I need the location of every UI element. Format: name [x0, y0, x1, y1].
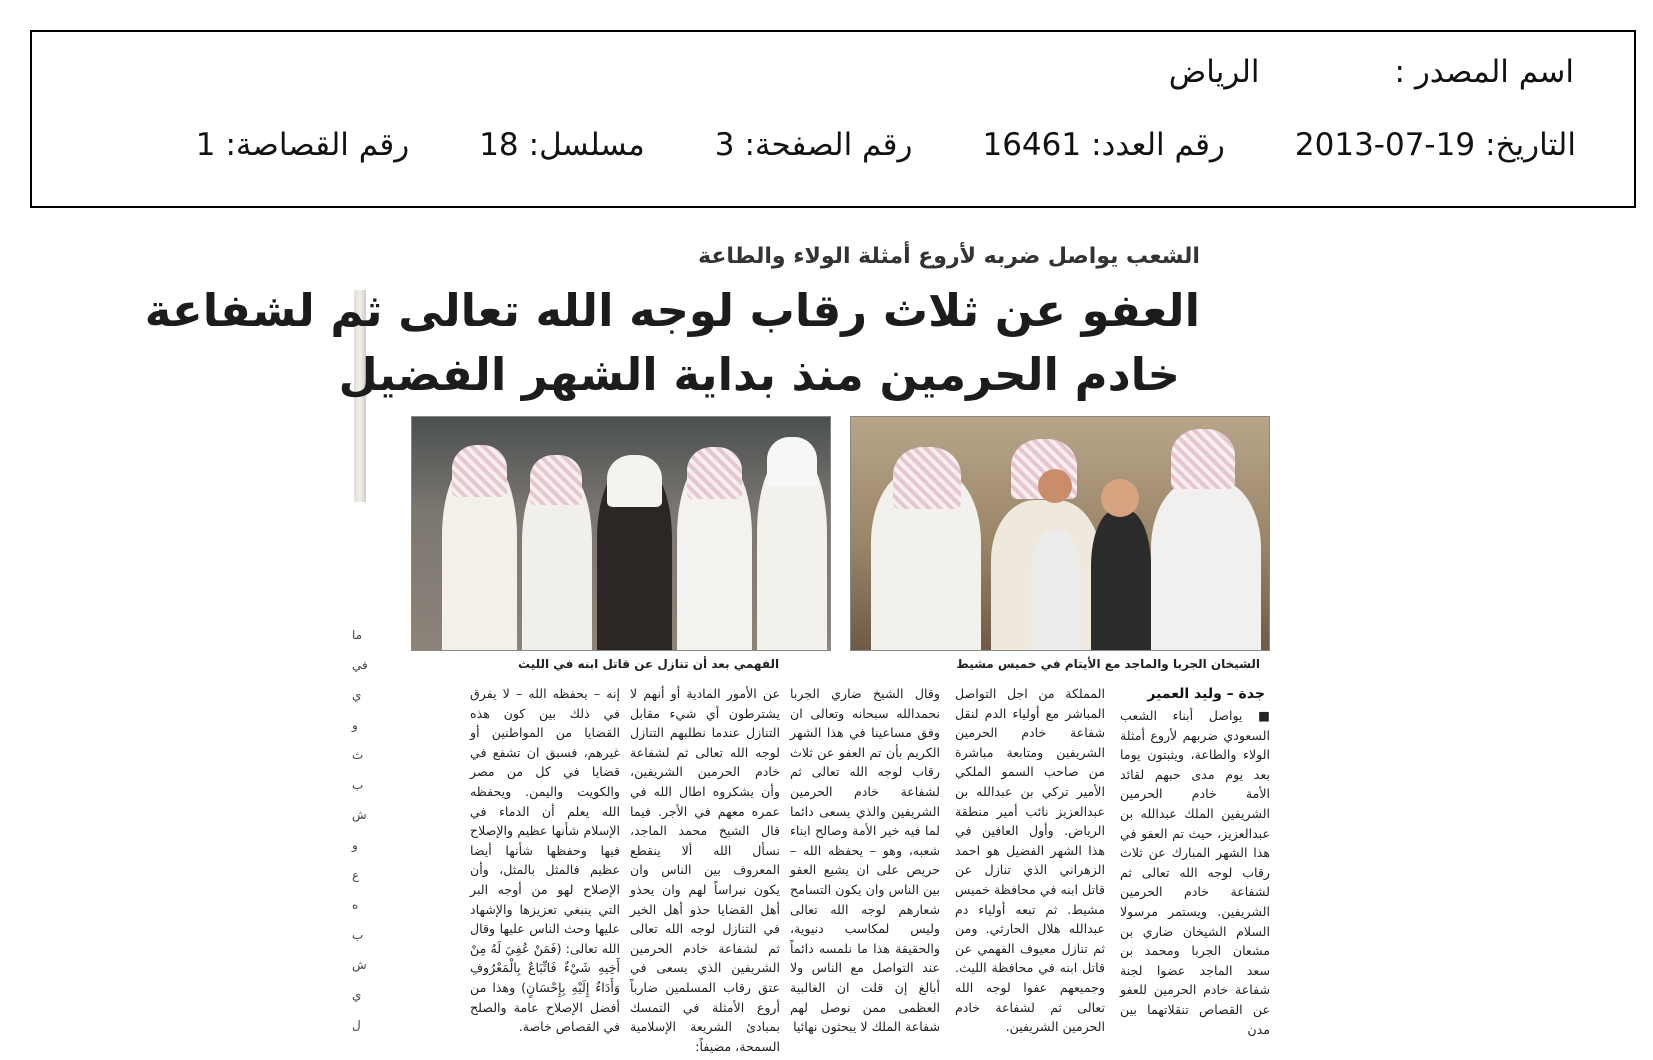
photo-figure-headdress: [893, 447, 961, 509]
headline-line-1: العفو عن ثلاث رقاب لوجه الله تعالى ثم لشفاعة: [144, 284, 1200, 337]
photo-pardon-meeting: [411, 416, 831, 651]
photo-figure-headdress: [1171, 429, 1235, 489]
photo-caption-right: الشيخان الجربا والماجد مع الأيتام في خميس مشيط: [956, 657, 1260, 671]
meta-row: [196, 127, 1576, 163]
source-value: الرياض: [1168, 54, 1260, 90]
article-kicker: الشعب يواصل ضربه لأروع أمثلة الولاء والطاعة: [698, 244, 1200, 269]
page-field: [715, 127, 913, 163]
source-row: [1169, 54, 1574, 90]
photo-figure-headdress: [687, 447, 742, 499]
article-column-2: المملكة من اجل التواصل المباشر مع أولياء الدم لنقل شفاعة خادم الحرمين الشريفين ومتابعة مباشرة من صاحب السمو الملكي الأمير تركي بن عبدالله بن عبدالعزيز نائب أمير منطقة الرياض. وأول العافين في هذا الشهر الفضيل هو احمد الزهراني الذي تنازل عن قاتل ابنه في محافظة خميس مشيط. ثم تبعه أولياء دم عبدالله هلال الحارثي. ومن ثم تنازل معيوف الفهمي عن قاتل ابنه في محافظة الليث. وجميعهم عفوا لوجه الله تعالى ثم لشفاعة خادم الحرمين الشريفين.: [955, 686, 1105, 1035]
issue-label: رقم العدد:: [1091, 127, 1225, 163]
photo-child-head: [1101, 479, 1139, 517]
page-label: رقم الصفحة:: [744, 127, 913, 163]
serial-value: 18: [479, 127, 519, 163]
article-column-1: ■ يواصل أبناء الشعب السعودي ضربهم لأروع أمثلة الولاء والطاعة، ويثبتون يوما بعد يوم مدى حبهم لقائد الأمة خادم الحرمين الشريفين الملك عبدالله بن عبدالعزيز، حيث تم العفو في هذا الشهر المبارك عن ثلاث رقاب لوجه الله تعالى ثم لشفاعة خادم الحرمين الشريفين. ويستمر مرسولا السلام الشيخان ضاري بن مشعان الجربا ومحمد بن سعد الماجد عضوا لجنة شفاعة خادم الحرمين للعفو عن القصاص تنقلاتهما بين مدن: [1120, 708, 1270, 1037]
photo-figure: [1151, 480, 1261, 650]
photo-child: [1031, 530, 1081, 650]
article-column-5: إنه – يحفظه الله – لا يفرق في ذلك بين كون هذه القضايا من المواطنين أو غيرهم، فسبق ان تشفع في قضايا في كل من مصر والكويت واليمن. ويحفظه الله يعلم أن الدماء في الإسلام شأنها عظيم والإصلاح فيها وحفظها شأنها أيضا عظيم فالمثل بالمثل، وأن الإصلاح لهو من أوجه البر التي ينبغي تعزيزها والإشهاد عليها وحث الناس عليها وقال الله تعالى: (فَمَنْ عُفِيَ لَهُ مِنْ أَخِيهِ شَيْءٌ فَاتِّبَاعٌ بِالْمَعْرُوفِ وَأَدَاءٌ إِلَيْهِ بِإِحْسَانٍ) وهذا من أفضل الإصلاح عامة والصلح في القصاص خاصة.: [470, 686, 620, 1035]
clip-value: 1: [195, 127, 216, 163]
photo-figure-headdress: [452, 445, 507, 497]
photo-figure-headdress: [530, 455, 582, 505]
serial-field: [479, 127, 645, 163]
date-label: التاريخ:: [1485, 127, 1576, 163]
issue-field: [982, 127, 1224, 163]
photo-child-head: [1038, 469, 1072, 503]
clip-field: [196, 127, 409, 163]
article-column-4: عن الأمور المادية أو أنهم لا يشترطون أي شيء مقابل التنازل عندما نطلبهم التنازل لوجه الله تعالى ثم لشفاعة خادم الحرمين الشريفين، وأن يشكروه اطال الله في عمره معهم في الأجر. فيما قال الشيخ محمد الماجد، نسأل الله ألا ينقطع المعروف بين الناس وان يكون نبراساً لهم وان يحذو أهل القضايا حذو أهل الخير في التنازل لوجه الله تعالى ثم لشفاعة خادم الحرمين الشريفين الذي يسعى في عتق رقاب المسلمين ضارباً أروع الأمثلة في التمسك بمبادئ الشريعة الإسلامية السمحة، مضيفاً:: [630, 686, 780, 1054]
adjacent-column-edge: ما في ي و ث ب ش و ع ه ب ش ي ل: [352, 628, 368, 1032]
clip-label: رقم القصاصة:: [225, 127, 410, 163]
photo-caption-left: الفهمي بعد أن تنازل عن قاتل ابنه في الليث: [518, 657, 780, 671]
photo-figure-headdress: [767, 437, 817, 487]
article-column-3: وقال الشيخ ضاري الجربا نحمدالله سبحانه وتعالى ان وفق مساعينا في هذا الشهر الكريم بأن تم العفو عن ثلاث رقاب لوجه الله تعالى ثم لشفاعة خادم الحرمين الشريفين والذي يسعى دائما لما فيه خير الأمة وصالح ابناء شعبه، وهو – يحفظه الله – حريص على ان يشيع العفو بين الناس وان يكون التسامح شعارهم لوجه الله تعالى وليس لمكاسب دنيوية، والحقيقة هذا ما نلمسه دائماً عند التواصل مع الناس ولا أبالغ إن قلت ان الغالبية العظمى ممن نوصل لهم شفاعة الملك لا يبحثون نهائيا: [790, 686, 940, 1035]
date-field: [1295, 127, 1576, 163]
issue-value: 16461: [982, 127, 1082, 163]
photo-child: [1091, 510, 1151, 650]
photo-figure-headdress: [607, 455, 662, 507]
serial-label: مسلسل:: [528, 127, 645, 163]
date-value: 2013-07-19: [1294, 127, 1476, 163]
article-byline: جدة – وليد العمير: [1147, 686, 1265, 702]
source-label: اسم المصدر :: [1394, 54, 1574, 90]
source-info-box: [30, 30, 1636, 208]
photo-orphans: [850, 416, 1270, 651]
page-value: 3: [714, 127, 735, 163]
headline-line-2: خادم الحرمين منذ بداية الشهر الفضيل: [338, 348, 1180, 401]
